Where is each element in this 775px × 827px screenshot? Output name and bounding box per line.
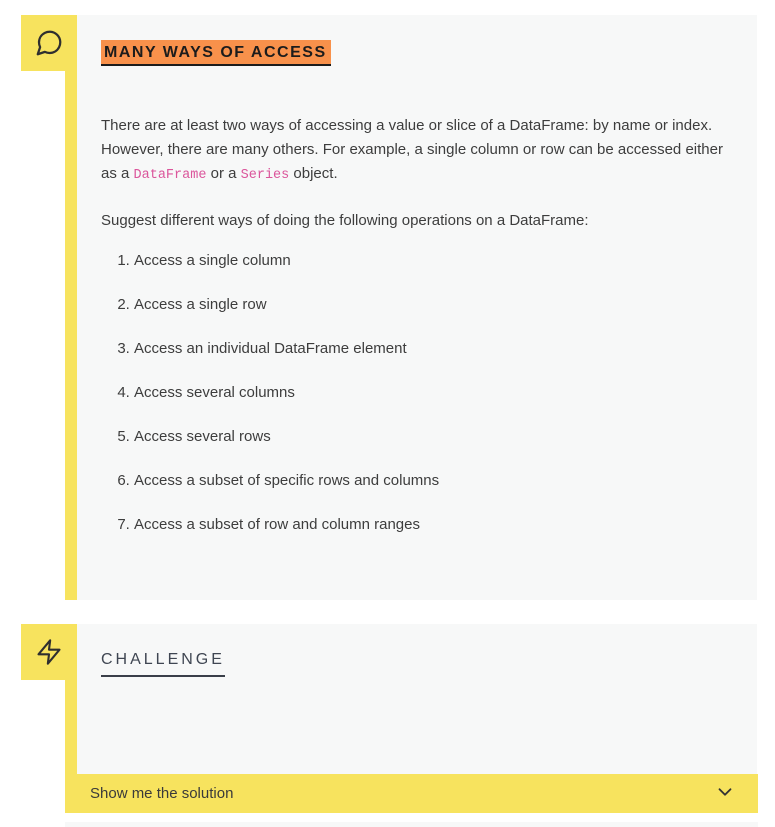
list-item: 2. Access a single row xyxy=(134,293,733,317)
list-item: 6. Access a subset of specific rows and columns xyxy=(134,469,733,493)
intro-paragraph xyxy=(101,114,733,188)
intro-text-3: object. xyxy=(289,165,338,182)
operations-list xyxy=(101,249,733,537)
lightning-icon xyxy=(35,638,63,666)
show-solution-toggle[interactable] xyxy=(65,774,758,813)
list-item: 3. Access an individual DataFrame element xyxy=(134,337,733,361)
chevron-down-icon[interactable] xyxy=(714,781,736,806)
show-solution-label: Show me the solution xyxy=(90,785,234,802)
challenge-title: CHALLENGE xyxy=(101,651,225,677)
intro-text-1: There are at least two ways of accessing a value or slice of a DataFrame: by name or index. However, there are many others. For example, a single column or row can be accessed either as a xyxy=(101,117,723,182)
speech-bubble-icon xyxy=(34,28,64,58)
code-series: Series xyxy=(240,168,290,183)
discussion-title: MANY WAYS OF ACCESS xyxy=(101,40,331,66)
list-item: 1. Access a single column xyxy=(134,249,733,273)
discussion-title-row xyxy=(101,40,733,66)
list-item: 4. Access several columns xyxy=(134,381,733,405)
list-item: 5. Access several rows xyxy=(134,425,733,449)
suggest-paragraph: Suggest different ways of doing the following operations on a DataFrame: xyxy=(101,212,589,229)
list-item: 7. Access a subset of row and column ranges xyxy=(134,513,733,537)
solution-box-peek xyxy=(65,822,758,827)
challenge-icon-square xyxy=(21,624,77,680)
discussion-icon-square xyxy=(21,15,77,71)
code-dataframe: DataFrame xyxy=(133,168,207,183)
discussion-accent-strip xyxy=(65,15,77,600)
discussion-callout xyxy=(77,15,757,600)
intro-text-2: or a xyxy=(206,165,241,182)
challenge-callout xyxy=(77,624,757,802)
